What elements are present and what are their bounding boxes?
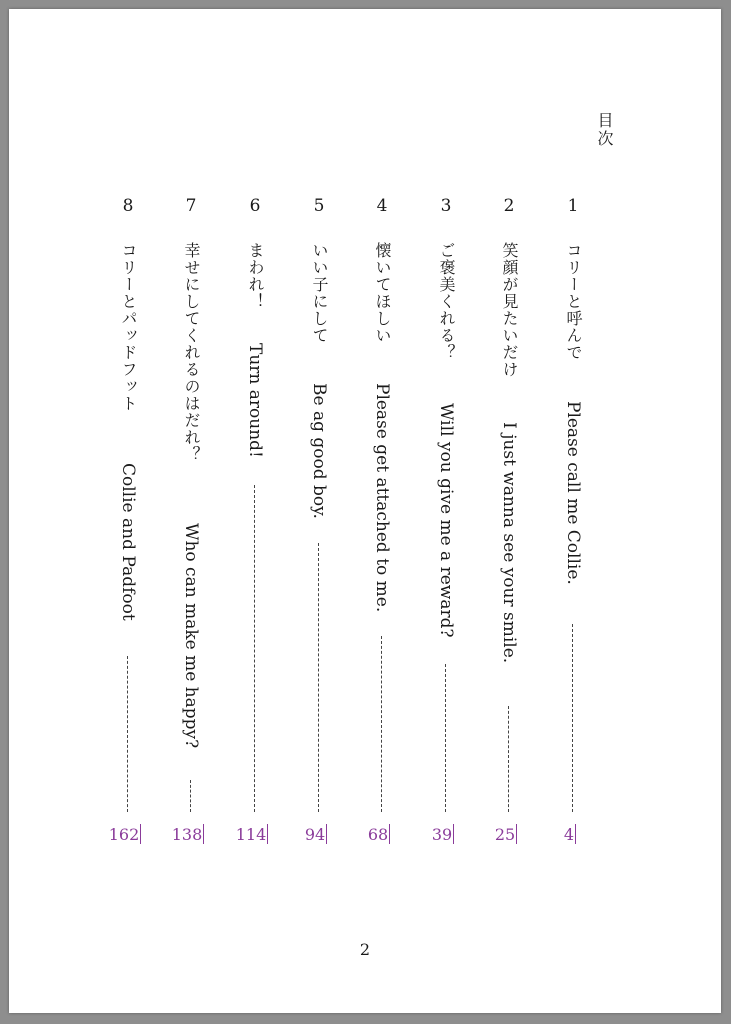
document-page [9, 9, 721, 1013]
chapter-title-jp: 幸せにしてくれるのはだれ？ [182, 242, 201, 463]
chapter-title-en: Be ag good boy. [309, 383, 329, 519]
page-number-link[interactable]: 162 [108, 825, 140, 844]
chapter-title-en: Please call me Collie. [563, 401, 583, 585]
folio-page-number: 2 [359, 940, 371, 959]
dot-leader [318, 543, 319, 812]
chapter-title-jp: まわれ！ [246, 242, 265, 310]
chapter-title-jp: ご褒美くれる？ [437, 242, 456, 361]
dot-leader [508, 706, 509, 812]
page-number-link[interactable]: 138 [171, 825, 203, 844]
chapter-title-en: Who can make me happy? [181, 523, 201, 749]
chapter-title-jp: コリーとパッドフット [119, 242, 138, 412]
dot-leader [190, 780, 191, 812]
toc-entry-6[interactable] [235, 196, 268, 844]
chapter-title-en: I just wanna see your smile. [499, 422, 519, 664]
toc-entry-7[interactable] [171, 196, 204, 844]
chapter-title-en: Please get attached to me. [372, 383, 392, 613]
dot-leader [445, 664, 446, 812]
page-number-link[interactable]: 39 [431, 825, 453, 844]
chapter-title-jp: 笑顔が見たいだけ [500, 242, 519, 378]
toc-title: 目次 [595, 112, 614, 148]
toc-entry-2[interactable] [494, 196, 522, 844]
chapter-number: 6 [249, 196, 261, 216]
dot-leader [572, 624, 573, 812]
chapter-number: 8 [122, 196, 134, 216]
chapter-title-en: Will you give me a reward? [436, 403, 456, 638]
page-number-link[interactable]: 94 [304, 825, 326, 844]
chapter-number: 2 [503, 196, 515, 216]
toc-entry-1[interactable] [560, 196, 586, 844]
dot-leader [254, 485, 255, 812]
chapter-title-jp: いい子にして [310, 242, 329, 344]
dot-leader [381, 636, 382, 812]
dot-leader [127, 656, 128, 812]
chapter-title-jp: 懐いてほしい [373, 242, 392, 344]
page-number-link[interactable]: 114 [235, 825, 267, 844]
page-number-link[interactable]: 68 [367, 825, 389, 844]
chapter-number: 7 [185, 196, 197, 216]
toc-entry-8[interactable] [108, 196, 141, 844]
toc-entry-3[interactable] [431, 196, 459, 844]
chapter-number: 3 [440, 196, 452, 216]
chapter-title-en: Collie and Padfoot [118, 463, 138, 621]
chapter-number: 1 [567, 196, 579, 216]
toc-entry-4[interactable] [367, 196, 395, 844]
chapter-number: 5 [313, 196, 325, 216]
chapter-number: 4 [376, 196, 388, 216]
page-number-link[interactable]: 4 [563, 825, 575, 844]
chapter-title-jp: コリーと呼んで [564, 242, 583, 361]
toc-entry-5[interactable] [304, 196, 332, 844]
page-number-link[interactable]: 25 [494, 825, 516, 844]
chapter-title-en: Turn around! [245, 343, 265, 458]
